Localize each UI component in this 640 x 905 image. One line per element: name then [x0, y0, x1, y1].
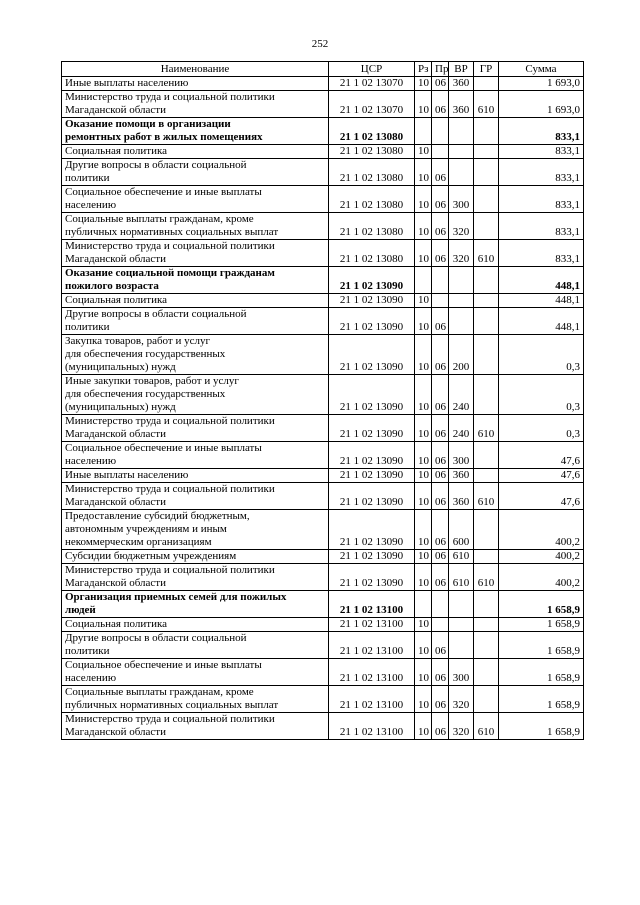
cell-vr: 240	[449, 415, 474, 442]
table-row	[62, 186, 584, 213]
cell-sum: 833,1	[499, 213, 584, 240]
cell-sum: 448,1	[499, 294, 584, 308]
cell-gr	[474, 375, 499, 415]
cell-vr	[449, 159, 474, 186]
cell-name: Иные закупки товаров, работ и услуг для обеспечения государственных (муниципальных) нужд	[62, 375, 329, 415]
table-row	[62, 267, 584, 294]
cell-vr	[449, 294, 474, 308]
cell-sum: 400,2	[499, 510, 584, 550]
header-csr: ЦСР	[329, 62, 415, 77]
cell-sum: 47,6	[499, 469, 584, 483]
cell-pr: 06	[432, 442, 449, 469]
cell-name: Иные выплаты населению	[62, 469, 329, 483]
table-row	[62, 510, 584, 550]
cell-pr: 06	[432, 564, 449, 591]
cell-pr: 06	[432, 550, 449, 564]
table-row	[62, 415, 584, 442]
table-row	[62, 294, 584, 308]
cell-csr: 21 1 02 13100	[329, 618, 415, 632]
cell-sum: 0,3	[499, 415, 584, 442]
cell-sum: 448,1	[499, 308, 584, 335]
cell-sum: 400,2	[499, 564, 584, 591]
cell-pr: 06	[432, 713, 449, 740]
cell-csr: 21 1 02 13100	[329, 632, 415, 659]
cell-gr: 610	[474, 415, 499, 442]
table-row	[62, 77, 584, 91]
cell-csr: 21 1 02 13090	[329, 335, 415, 375]
table-row	[62, 483, 584, 510]
budget-table	[61, 61, 584, 740]
cell-name: Закупка товаров, работ и услуг для обеспечения государственных (муниципальных) нужд	[62, 335, 329, 375]
cell-vr: 610	[449, 564, 474, 591]
table-row	[62, 375, 584, 415]
cell-gr	[474, 159, 499, 186]
cell-sum: 833,1	[499, 159, 584, 186]
cell-sum: 833,1	[499, 118, 584, 145]
header-row	[62, 62, 584, 77]
cell-csr: 21 1 02 13090	[329, 483, 415, 510]
cell-sum: 1 658,9	[499, 632, 584, 659]
cell-rz	[415, 118, 432, 145]
header-sum: Сумма	[499, 62, 584, 77]
cell-vr	[449, 591, 474, 618]
cell-rz: 10	[415, 632, 432, 659]
cell-sum: 1 658,9	[499, 591, 584, 618]
cell-csr: 21 1 02 13100	[329, 713, 415, 740]
cell-rz: 10	[415, 659, 432, 686]
cell-sum: 0,3	[499, 335, 584, 375]
cell-rz: 10	[415, 469, 432, 483]
table-row	[62, 240, 584, 267]
cell-vr	[449, 308, 474, 335]
cell-pr	[432, 591, 449, 618]
table-row	[62, 632, 584, 659]
cell-name: Социальное обеспечение и иные выплаты населению	[62, 442, 329, 469]
cell-pr: 06	[432, 686, 449, 713]
cell-gr	[474, 308, 499, 335]
page-number: 252	[311, 38, 329, 50]
cell-pr	[432, 145, 449, 159]
cell-name: Министерство труда и социальной политики Магаданской области	[62, 240, 329, 267]
cell-name: Субсидии бюджетным учреждениям	[62, 550, 329, 564]
cell-pr: 06	[432, 375, 449, 415]
cell-sum: 47,6	[499, 483, 584, 510]
cell-csr: 21 1 02 13090	[329, 442, 415, 469]
cell-rz: 10	[415, 145, 432, 159]
cell-name: Другие вопросы в области социальной политики	[62, 632, 329, 659]
cell-gr	[474, 550, 499, 564]
cell-rz: 10	[415, 713, 432, 740]
cell-pr: 06	[432, 186, 449, 213]
cell-gr: 610	[474, 240, 499, 267]
cell-gr	[474, 145, 499, 159]
cell-sum: 1 693,0	[499, 91, 584, 118]
cell-csr: 21 1 02 13090	[329, 415, 415, 442]
cell-csr: 21 1 02 13100	[329, 686, 415, 713]
cell-sum: 833,1	[499, 145, 584, 159]
cell-csr: 21 1 02 13070	[329, 77, 415, 91]
cell-csr: 21 1 02 13090	[329, 375, 415, 415]
cell-gr	[474, 335, 499, 375]
cell-gr: 610	[474, 713, 499, 740]
cell-vr: 360	[449, 91, 474, 118]
cell-name: Предоставление субсидий бюджетным, автономным учреждениям и иным некоммерческим организациям	[62, 510, 329, 550]
cell-name: Министерство труда и социальной политики Магаданской области	[62, 415, 329, 442]
table-row	[62, 335, 584, 375]
table-row	[62, 91, 584, 118]
cell-csr: 21 1 02 13080	[329, 145, 415, 159]
table-row	[62, 118, 584, 145]
cell-vr: 360	[449, 483, 474, 510]
cell-rz: 10	[415, 335, 432, 375]
cell-pr: 06	[432, 308, 449, 335]
cell-rz: 10	[415, 483, 432, 510]
cell-name: Социальные выплаты гражданам, кроме публичных нормативных социальных выплат	[62, 686, 329, 713]
cell-name: Министерство труда и социальной политики Магаданской области	[62, 713, 329, 740]
cell-rz	[415, 267, 432, 294]
cell-vr: 320	[449, 713, 474, 740]
cell-sum: 47,6	[499, 442, 584, 469]
cell-pr	[432, 118, 449, 145]
cell-sum: 833,1	[499, 186, 584, 213]
cell-gr	[474, 294, 499, 308]
cell-sum: 833,1	[499, 240, 584, 267]
cell-gr	[474, 118, 499, 145]
cell-csr: 21 1 02 13080	[329, 240, 415, 267]
header-vr: ВР	[449, 62, 474, 77]
cell-rz	[415, 591, 432, 618]
cell-gr	[474, 469, 499, 483]
cell-vr	[449, 118, 474, 145]
cell-vr	[449, 267, 474, 294]
cell-gr	[474, 591, 499, 618]
cell-gr	[474, 618, 499, 632]
cell-rz: 10	[415, 686, 432, 713]
cell-csr: 21 1 02 13090	[329, 294, 415, 308]
table-row	[62, 618, 584, 632]
cell-name: Министерство труда и социальной политики Магаданской области	[62, 91, 329, 118]
cell-rz: 10	[415, 442, 432, 469]
cell-rz: 10	[415, 294, 432, 308]
cell-gr	[474, 77, 499, 91]
cell-pr	[432, 267, 449, 294]
table-body	[62, 77, 584, 740]
cell-rz: 10	[415, 91, 432, 118]
cell-gr	[474, 686, 499, 713]
cell-csr: 21 1 02 13100	[329, 659, 415, 686]
cell-csr: 21 1 02 13090	[329, 267, 415, 294]
header-pr: Пр	[432, 62, 449, 77]
cell-pr	[432, 618, 449, 632]
cell-csr: 21 1 02 13090	[329, 469, 415, 483]
table-row	[62, 442, 584, 469]
cell-rz: 10	[415, 186, 432, 213]
cell-sum: 1 658,9	[499, 713, 584, 740]
cell-csr: 21 1 02 13100	[329, 591, 415, 618]
table-row	[62, 550, 584, 564]
cell-name: Социальная политика	[62, 618, 329, 632]
cell-sum: 1 658,9	[499, 618, 584, 632]
cell-pr: 06	[432, 240, 449, 267]
cell-pr: 06	[432, 659, 449, 686]
cell-gr	[474, 632, 499, 659]
cell-name: Другие вопросы в области социальной политики	[62, 159, 329, 186]
cell-sum: 1 658,9	[499, 659, 584, 686]
cell-rz: 10	[415, 375, 432, 415]
table-row	[62, 308, 584, 335]
cell-name: Министерство труда и социальной политики Магаданской области	[62, 483, 329, 510]
table-row	[62, 659, 584, 686]
cell-name: Социальное обеспечение и иные выплаты населению	[62, 659, 329, 686]
cell-vr: 300	[449, 659, 474, 686]
cell-sum: 448,1	[499, 267, 584, 294]
cell-rz: 10	[415, 415, 432, 442]
cell-rz: 10	[415, 618, 432, 632]
cell-pr: 06	[432, 483, 449, 510]
cell-rz: 10	[415, 159, 432, 186]
cell-name: Иные выплаты населению	[62, 77, 329, 91]
cell-csr: 21 1 02 13080	[329, 186, 415, 213]
cell-vr: 360	[449, 469, 474, 483]
cell-vr	[449, 618, 474, 632]
cell-rz: 10	[415, 308, 432, 335]
cell-pr: 06	[432, 510, 449, 550]
cell-csr: 21 1 02 13090	[329, 510, 415, 550]
table-row	[62, 686, 584, 713]
header-gr: ГР	[474, 62, 499, 77]
cell-name: Социальные выплаты гражданам, кроме публичных нормативных социальных выплат	[62, 213, 329, 240]
cell-csr: 21 1 02 13090	[329, 308, 415, 335]
cell-csr: 21 1 02 13080	[329, 159, 415, 186]
cell-gr	[474, 267, 499, 294]
table-row	[62, 713, 584, 740]
cell-gr	[474, 186, 499, 213]
cell-rz: 10	[415, 550, 432, 564]
cell-vr: 320	[449, 213, 474, 240]
cell-name: Оказание помощи в организации ремонтных работ в жилых помещениях	[62, 118, 329, 145]
cell-pr: 06	[432, 415, 449, 442]
cell-vr: 360	[449, 77, 474, 91]
header-rz: Рз	[415, 62, 432, 77]
cell-gr: 610	[474, 483, 499, 510]
cell-vr: 600	[449, 510, 474, 550]
cell-gr: 610	[474, 564, 499, 591]
cell-pr: 06	[432, 213, 449, 240]
cell-pr: 06	[432, 77, 449, 91]
cell-rz: 10	[415, 213, 432, 240]
cell-vr: 300	[449, 186, 474, 213]
table-row	[62, 469, 584, 483]
cell-name: Социальная политика	[62, 145, 329, 159]
cell-name: Социальное обеспечение и иные выплаты населению	[62, 186, 329, 213]
cell-vr	[449, 632, 474, 659]
cell-vr	[449, 145, 474, 159]
cell-vr: 610	[449, 550, 474, 564]
cell-pr: 06	[432, 632, 449, 659]
table-row	[62, 591, 584, 618]
cell-gr	[474, 510, 499, 550]
cell-csr: 21 1 02 13080	[329, 213, 415, 240]
cell-vr: 320	[449, 240, 474, 267]
cell-csr: 21 1 02 13090	[329, 564, 415, 591]
cell-csr: 21 1 02 13090	[329, 550, 415, 564]
cell-name: Социальная политика	[62, 294, 329, 308]
cell-vr: 200	[449, 335, 474, 375]
cell-pr: 06	[432, 159, 449, 186]
header-name: Наименование	[62, 62, 329, 77]
cell-csr: 21 1 02 13070	[329, 91, 415, 118]
table-row	[62, 159, 584, 186]
cell-pr	[432, 294, 449, 308]
cell-rz: 10	[415, 240, 432, 267]
cell-name: Другие вопросы в области социальной политики	[62, 308, 329, 335]
cell-rz: 10	[415, 564, 432, 591]
cell-sum: 400,2	[499, 550, 584, 564]
table-row	[62, 564, 584, 591]
cell-pr: 06	[432, 91, 449, 118]
cell-sum: 1 658,9	[499, 686, 584, 713]
cell-vr: 320	[449, 686, 474, 713]
cell-pr: 06	[432, 335, 449, 375]
table-row	[62, 145, 584, 159]
cell-vr: 240	[449, 375, 474, 415]
cell-name: Министерство труда и социальной политики Магаданской области	[62, 564, 329, 591]
cell-vr: 300	[449, 442, 474, 469]
cell-gr	[474, 659, 499, 686]
cell-gr	[474, 213, 499, 240]
cell-rz: 10	[415, 77, 432, 91]
cell-csr: 21 1 02 13080	[329, 118, 415, 145]
cell-name: Организация приемных семей для пожилых людей	[62, 591, 329, 618]
cell-sum: 1 693,0	[499, 77, 584, 91]
cell-pr: 06	[432, 469, 449, 483]
cell-gr	[474, 442, 499, 469]
cell-sum: 0,3	[499, 375, 584, 415]
cell-rz: 10	[415, 510, 432, 550]
cell-name: Оказание социальной помощи гражданам пожилого возраста	[62, 267, 329, 294]
table-row	[62, 213, 584, 240]
cell-gr: 610	[474, 91, 499, 118]
